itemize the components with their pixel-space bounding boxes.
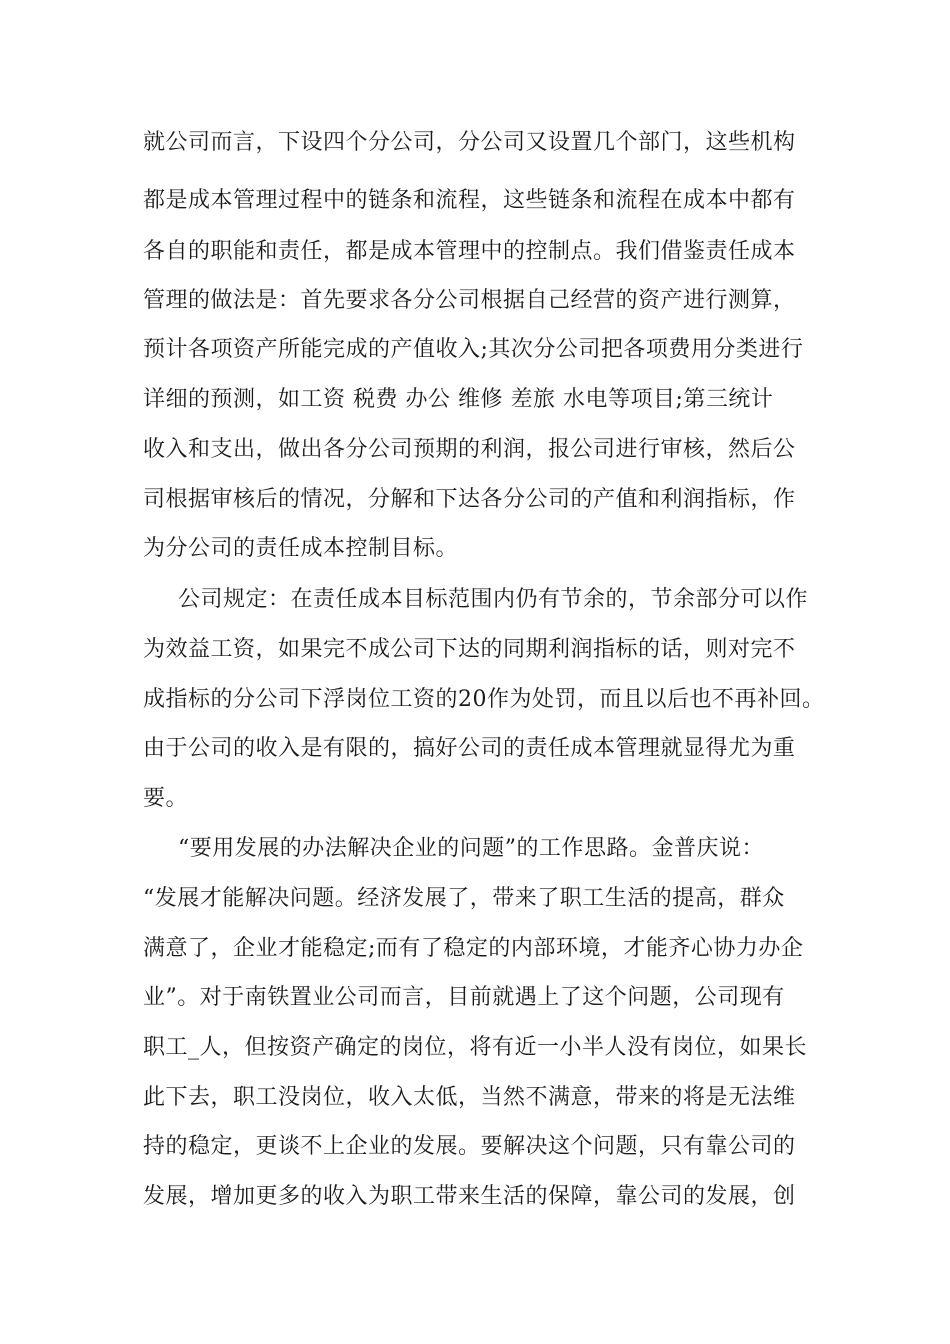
text-line: 为效益工资，如果完不成公司下达的同期利润指标的话，则对完不 bbox=[143, 637, 796, 662]
text-line: 成指标的分公司下浮岗位工资的20作为处罚，而且以后也不再补回。 bbox=[143, 687, 825, 712]
text-line: 发展，增加更多的收入为职工带来生活的保障，靠公司的发展，创 bbox=[143, 1184, 796, 1209]
text-line: 业”。对于南铁置业公司而言，目前就遇上了这个问题，公司现有 bbox=[143, 985, 785, 1010]
text-line: 为分公司的责任成本控制目标。 bbox=[143, 536, 459, 561]
text-line: 司根据审核后的情况，分解和下达各分公司的产值和利润指标，作 bbox=[143, 487, 796, 512]
text-line: 职工_人，但按资产确定的岗位，将有近一小半人没有岗位，如果长 bbox=[143, 1035, 808, 1060]
text-line: 就公司而言，下设四个分公司，分公司又设置几个部门，这些机构 bbox=[143, 130, 796, 155]
text-line: 详细的预测，如工资 税费 办公 维修 差旅 水电等项目;第三统计 bbox=[143, 387, 774, 412]
text-line: 持的稳定，更谈不上企业的发展。要解决这个问题，只有靠公司的 bbox=[143, 1134, 796, 1159]
text-line: “发展才能解决问题。经济发展了，带来了职工生活的提高，群众 bbox=[143, 886, 785, 911]
text-line: 此下去，职工没岗位，收入太低，当然不满意，带来的将是无法维 bbox=[143, 1085, 796, 1110]
text-line: 满意了，企业才能稳定;而有了稳定的内部环境，才能齐心协力办企 bbox=[143, 936, 804, 961]
text-line: 都是成本管理过程中的链条和流程，这些链条和流程在成本中都有 bbox=[143, 188, 796, 213]
text-line: 要。 bbox=[143, 786, 189, 811]
paragraph-first-line: “要用发展的办法解决企业的问题”的工作思路。金普庆说： bbox=[178, 836, 764, 861]
text-line: 收入和支出，做出各分公司预期的利润，报公司进行审核，然后公 bbox=[143, 437, 796, 462]
paragraph-first-line: 公司规定：在责任成本目标范围内仍有节余的，节余部分可以作 bbox=[178, 587, 809, 612]
text-line: 各自的职能和责任，都是成本管理中的控制点。我们借鉴责任成本 bbox=[143, 239, 796, 264]
text-line: 由于公司的收入是有限的，搞好公司的责任成本管理就显得尤为重 bbox=[143, 736, 796, 761]
text-line: 管理的做法是：首先要求各分公司根据自己经营的资产进行测算， bbox=[143, 288, 796, 313]
text-line: 预计各项资产所能完成的产值收入;其次分公司把各项费用分类进行 bbox=[143, 337, 804, 362]
